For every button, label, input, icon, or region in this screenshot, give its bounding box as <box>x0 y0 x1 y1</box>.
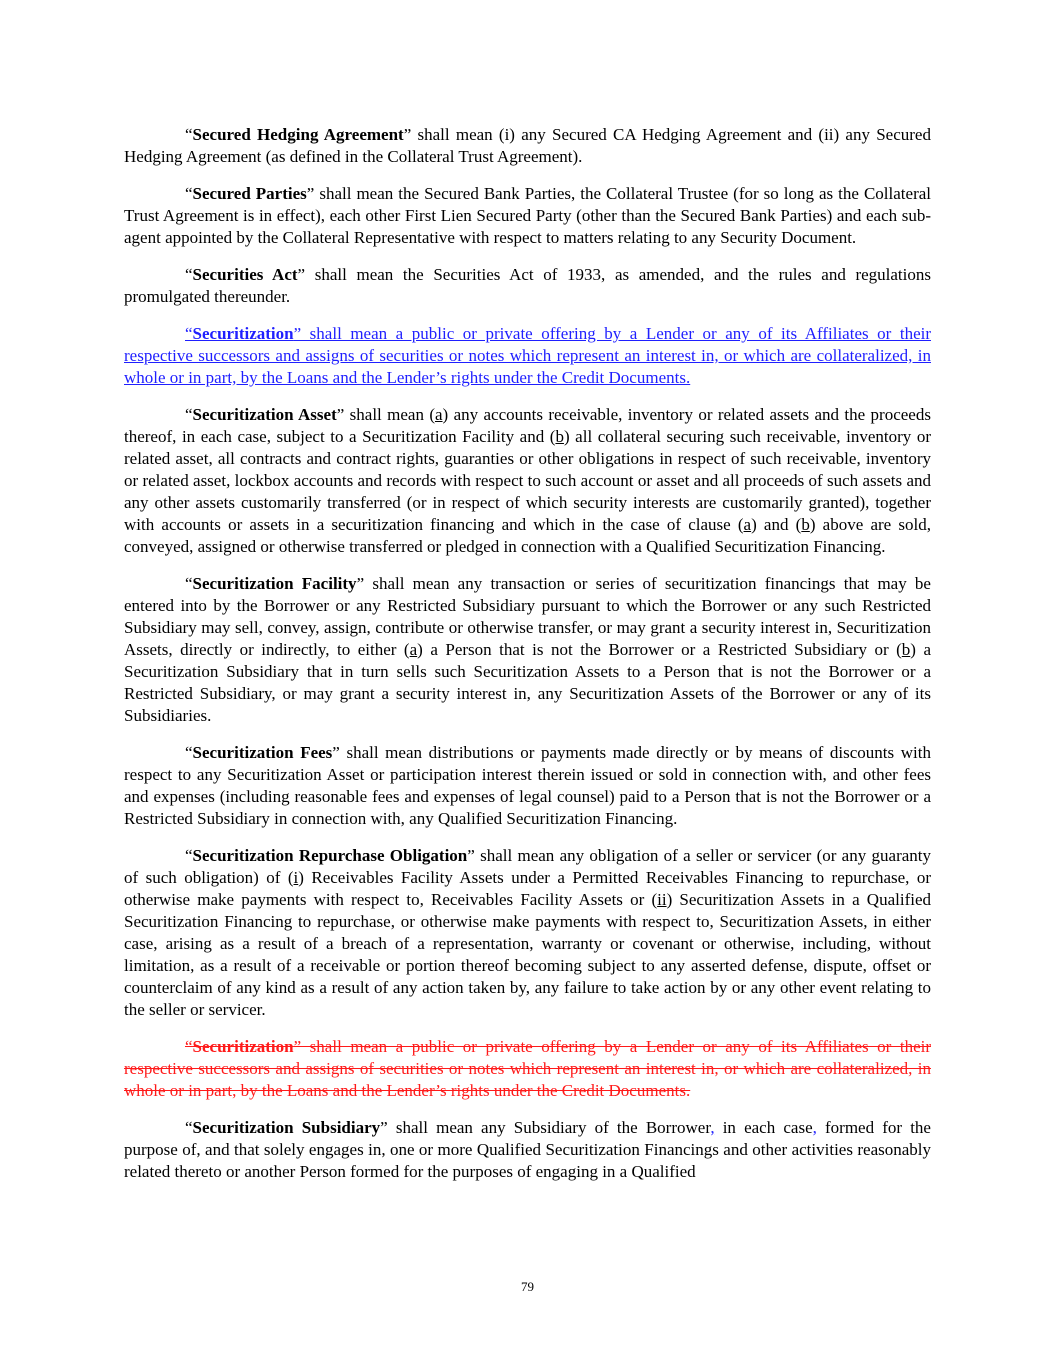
definition-securitization-facility <box>124 573 931 727</box>
defined-term: Securitization Asset <box>192 405 337 424</box>
definition-securitization-repurchase-obligation <box>124 845 931 1021</box>
defined-term: Secured Hedging Agreement <box>192 125 404 144</box>
definition-text: ” shall mean distributions or payments made directly or by means of discounts with respect to any Securitization Asset or participation interest therein issued or sold in connection with, and other fees and expenses (including reasonable fees and expenses of legal counsel) paid to a Person that is not the Borrower or a Restricted Subsidiary in connection with, any Qualified Securitization Financing. <box>124 743 931 828</box>
inserted-comma: , <box>710 1118 715 1137</box>
definition-text: ) and ( <box>751 515 802 534</box>
definition-text: ) all collateral securing such receivable, inventory or related asset, all contracts and contract rights, guaranties or other obligations in respect of such receivable, inventory or related asset, lockbox accounts and records with respect to such account or asset and all proceeds of such assets and any other assets customarily transferred (or in respect of which security interests are customarily granted), together with accounts or assets in a securitization financing and which in the case of clause ( <box>124 427 931 534</box>
defined-term: Securities Act <box>192 265 298 284</box>
open-quote: “ <box>185 125 193 144</box>
definition-text: ” shall mean a public or private offering by a Lender or any of its Affiliates or their respective successors and assigns of securities or notes which represent an interest in, or which are collateralized, in whole or in part, by the Loans and the Lender’s rights under the Credit Documents. <box>124 1037 931 1100</box>
document-page <box>124 124 931 1198</box>
open-quote: “ <box>185 1118 193 1137</box>
open-quote: “ <box>185 265 193 284</box>
open-quote: “ <box>185 184 193 203</box>
definition-text: ” shall mean any transaction or series of securitization financings that may be entered into by the Borrower or any Restricted Subsidiary pursuant to which the Borrower or any such Restricted Subsidiary may sell, convey, assign, contribute or otherwise transfer, or may grant a security interest in, Securitization Assets, directly or indirectly, to either ( <box>124 574 931 659</box>
definition-text: in each case <box>714 1118 813 1137</box>
page-number: 79 <box>521 1279 534 1294</box>
definition-text: ” shall mean any obligation of a seller or servicer (or any guaranty of such obligation) of ( <box>124 846 931 887</box>
definition-text: formed for the purpose of, and that solely engages in, one or more Qualified Securitization Financings and other activities reasonably related thereto or another Person formed for the purposes of engaging in a Qualified <box>124 1118 931 1181</box>
definition-text: ) a Person that is not the Borrower or a Restricted Subsidiary or ( <box>417 640 902 659</box>
open-quote: “ <box>185 743 193 762</box>
definition-text: ” shall mean any Subsidiary of the Borrower <box>380 1118 711 1137</box>
definition-text: ” shall mean a public or private offering by a Lender or any of its Affiliates or their respective successors and assigns of securities or notes which represent an interest in, or which are collateralized, in whole or in part, by the Loans and the Lender’s rights under the Credit Documents. <box>124 324 931 387</box>
inserted-comma: , <box>812 1118 817 1137</box>
definition-securitization-fees <box>124 742 931 830</box>
definition-text: ” shall mean ( <box>336 405 435 424</box>
clause-b: b <box>801 515 810 534</box>
open-quote: “ <box>185 574 193 593</box>
clause-a: a <box>409 640 418 659</box>
definition-securitization-deleted <box>124 1036 931 1102</box>
clause-b: b <box>901 640 911 659</box>
defined-term: Securitization <box>192 324 294 343</box>
clause-i: i <box>293 868 299 887</box>
definition-text: ” shall mean the Securities Act of 1933, as amended, and the rules and regulations promulgated thereunder. <box>124 265 931 306</box>
definition-securitization-asset <box>124 404 931 558</box>
definition-securitization-inserted <box>124 323 931 389</box>
defined-term: Securitization Facility <box>192 574 357 593</box>
clause-a: a <box>434 405 443 424</box>
definition-secured-parties <box>124 183 931 249</box>
clause-a: a <box>743 515 752 534</box>
clause-b: b <box>555 427 564 446</box>
definition-securitization-subsidiary <box>124 1117 931 1183</box>
defined-term: Securitization Fees <box>192 743 333 762</box>
defined-term: Securitization <box>192 1037 294 1056</box>
definition-text: ) a Securitization Subsidiary that in turn sells such Securitization Assets to a Person that is not the Borrower or a Restricted Subsidiary, or may grant a security interest in, any Securitization Assets of the Borrower or any of its Subsidiaries. <box>124 640 931 725</box>
open-quote: “ <box>185 1037 193 1056</box>
open-quote: “ <box>185 846 193 865</box>
definition-text: ) any accounts receivable, inventory or related assets and the proceeds thereof, in each case, subject to a Securitization Facility and ( <box>124 405 931 446</box>
definition-text: ) Receivables Facility Assets under a Permitted Receivables Financing to repurchase, or otherwise make payments with respect to, Receivables Facility Assets or ( <box>124 868 932 909</box>
definition-securities-act <box>124 264 931 308</box>
definition-text: ) above are sold, conveyed, assigned or otherwise transferred or pledged in connection with a Qualified Securitization Financing. <box>124 515 931 556</box>
defined-term: Securitization Subsidiary <box>192 1118 381 1137</box>
open-quote: “ <box>185 405 193 424</box>
defined-term: Securitization Repurchase Obligation <box>192 846 468 865</box>
definition-text: ) Securitization Assets in a Qualified Securitization Financing to repurchase, or otherwise make payments with respect to, Securitization Assets, in either case, arising as a result of a breach of a representation, warranty or covenant or otherwise, including, without limitation, as a result of a receivable or portion thereof becoming subject to any asserted defense, dispute, offset or counterclaim of any kind as a result of any action taken by, any failure to take action by or any other event relating to the seller or servicer. <box>124 890 931 1019</box>
clause-ii: ii <box>657 890 667 909</box>
open-quote: “ <box>185 324 193 343</box>
definition-text: ” shall mean (i) any Secured CA Hedging Agreement and (ii) any Secured Hedging Agreement (as defined in the Collateral Trust Agreement). <box>124 125 931 166</box>
definition-text: ” shall mean the Secured Bank Parties, the Collateral Trustee (for so long as the Collateral Trust Agreement is in effect), each other First Lien Secured Party (other than the Secured Bank Parties) and each sub-agent appointed by the Collateral Representative with respect to matters relating to any Security Document. <box>124 184 931 247</box>
definition-secured-hedging-agreement <box>124 124 931 168</box>
defined-term: Secured Parties <box>192 184 307 203</box>
